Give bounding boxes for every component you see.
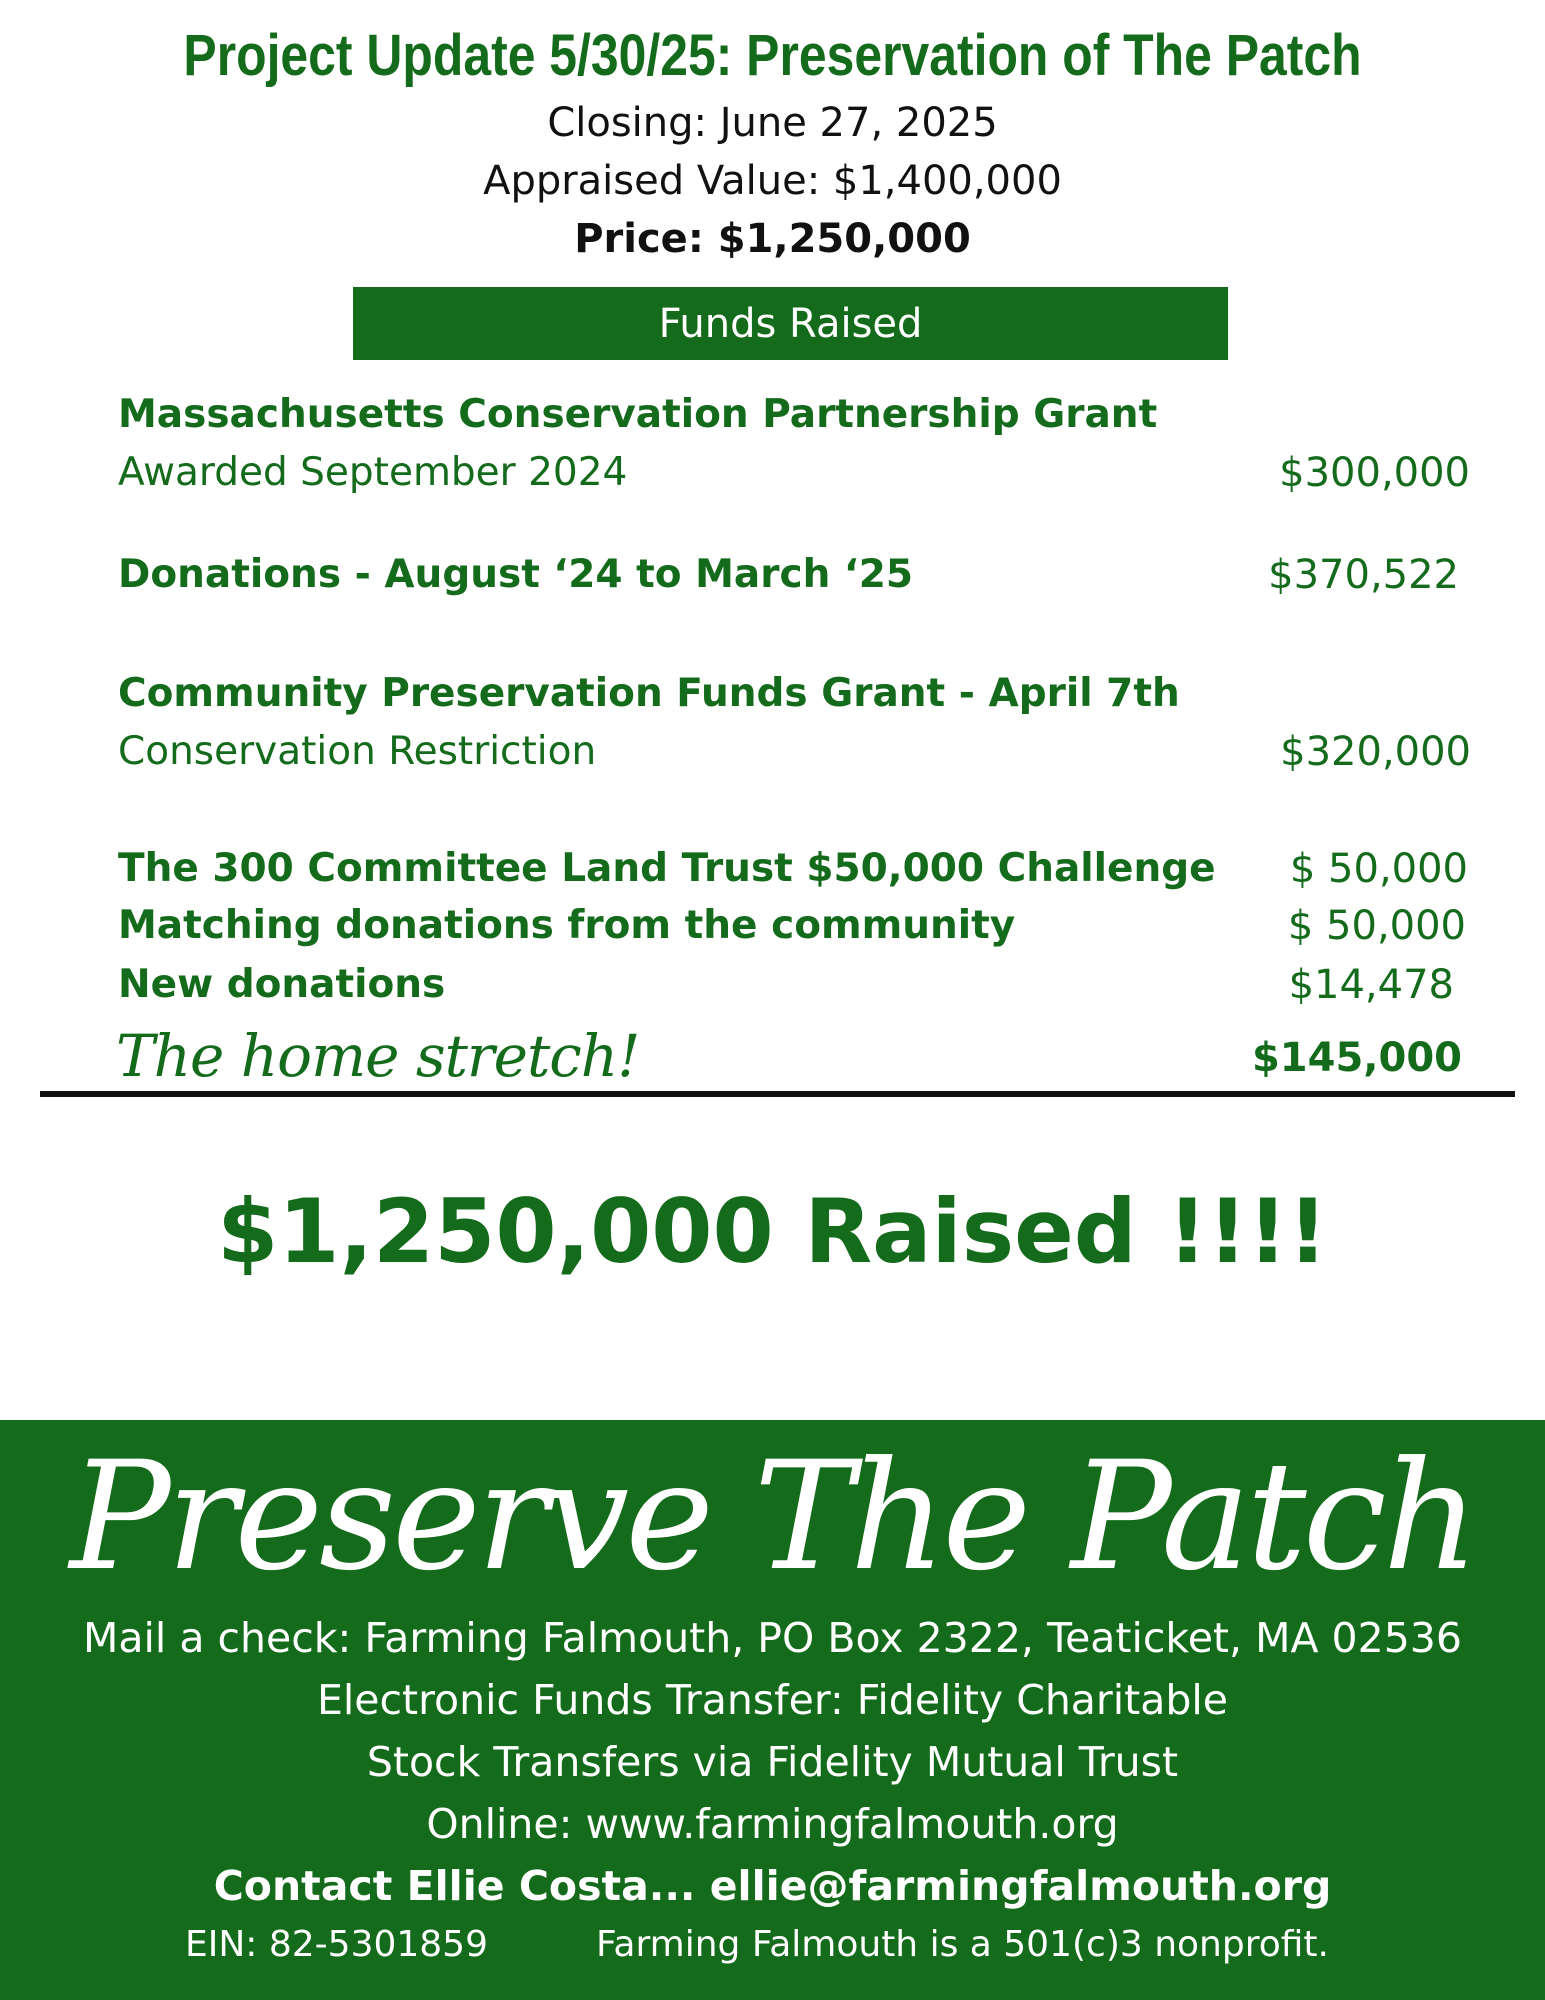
online-link[interactable]: Online: www.farmingfalmouth.org	[426, 1800, 1119, 1848]
mail-check-line: Mail a check: Farming Falmouth, PO Box 2322, Teaticket, MA 02536	[83, 1614, 1462, 1662]
total-raised: $1,250,000 Raised !!!!	[217, 1180, 1328, 1283]
home-stretch-script: The home stretch!	[116, 1022, 640, 1090]
page-title: Project Update 5/30/25: Preservation of The Patch	[183, 23, 1362, 88]
ein-number: EIN: 82-5301859	[185, 1924, 488, 1965]
cpf-grant-amount: $320,000	[1280, 729, 1471, 775]
preserve-the-patch-headline: Preserve The Patch	[69, 1430, 1476, 1604]
matching-title: Matching donations from the community	[118, 903, 1016, 948]
cpf-grant-title: Community Preservation Funds Grant - April 7th	[118, 671, 1180, 716]
cpf-grant-subtitle: Conservation Restriction	[118, 729, 597, 774]
new-donations-amount: $14,478	[1288, 962, 1454, 1008]
funds-raised-header	[353, 287, 1228, 360]
nonprofit-status: Farming Falmouth is a 501(c)3 nonprofit.	[596, 1924, 1329, 1965]
mass-grant-amount: $300,000	[1279, 450, 1470, 496]
mass-grant-subtitle: Awarded September 2024	[118, 450, 628, 495]
mass-grant-title: Massachusetts Conservation Partnership Grant	[118, 392, 1158, 437]
new-donations-title: New donations	[118, 962, 446, 1007]
funds-raised-label: Funds Raised	[658, 300, 923, 347]
home-stretch-amount: $145,000	[1251, 1035, 1462, 1081]
total-divider	[40, 1091, 1515, 1097]
donations-title: Donations - August ‘24 to March ‘25	[118, 552, 914, 597]
challenge-title: The 300 Committee Land Trust $50,000 Challenge	[118, 846, 1216, 891]
appraised-value: Appraised Value: $1,400,000	[483, 158, 1062, 204]
donations-amount: $370,522	[1268, 552, 1459, 598]
matching-amount: $ 50,000	[1287, 903, 1466, 949]
contact-email[interactable]: Contact Ellie Costa... ellie@farmingfalmouth.org	[213, 1862, 1332, 1910]
stock-transfer-line: Stock Transfers via Fidelity Mutual Trust	[366, 1738, 1179, 1786]
eft-line: Electronic Funds Transfer: Fidelity Charitable	[316, 1676, 1229, 1724]
price: Price: $1,250,000	[574, 216, 971, 262]
challenge-amount: $ 50,000	[1289, 846, 1468, 892]
closing-date: Closing: June 27, 2025	[547, 100, 998, 146]
